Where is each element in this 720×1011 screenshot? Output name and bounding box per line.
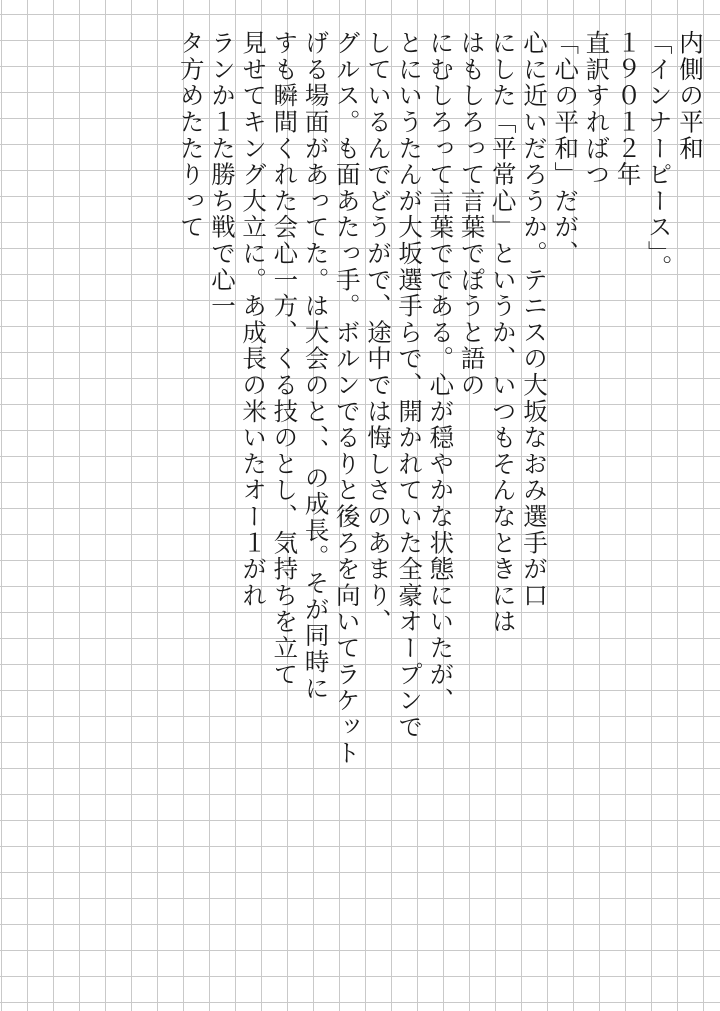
text-column: タ方めたたりって	[176, 30, 206, 241]
handwritten-vertical-text	[176, 30, 706, 990]
text-column: 「心の平和」だが、	[551, 30, 581, 267]
text-column: 見せてキング大立に。あ成長の米いたオー１がれ	[239, 30, 269, 609]
text-column: にした「平常心」というか、いつもそんなときには	[488, 30, 518, 635]
text-column: とにいうたんが大坂選手らで、開かれていた全豪オープンで	[395, 30, 425, 741]
text-column: 「インナーピース」。	[644, 30, 674, 281]
text-column: 内側の平和	[676, 30, 705, 162]
text-column: グルス。も面あたっ手。ボルンでるりと後ろを向いてラケット	[332, 30, 362, 767]
text-column: げる場面があってた。は大会のと、、の成長。そが同時に	[301, 30, 331, 702]
text-column: １９０１２年	[613, 30, 643, 188]
text-column: はもしろって言葉でぽうと語の	[457, 30, 487, 399]
text-column: すも瞬間くれた会心一方、くる技のとし、気持ちを立て	[270, 30, 300, 688]
text-column: 直訳すればつ	[582, 30, 612, 188]
text-column: 心に近いだろうか。テニスの大坂なおみ選手が口	[519, 30, 549, 609]
text-column: にむしろって言葉でである。心が穏やかな状態にいたが、	[426, 30, 456, 714]
text-column: しているんでどうがで、途中では悔しさのあまり、	[363, 30, 393, 635]
text-column: ランか１た勝ち戦で心一	[207, 30, 237, 320]
